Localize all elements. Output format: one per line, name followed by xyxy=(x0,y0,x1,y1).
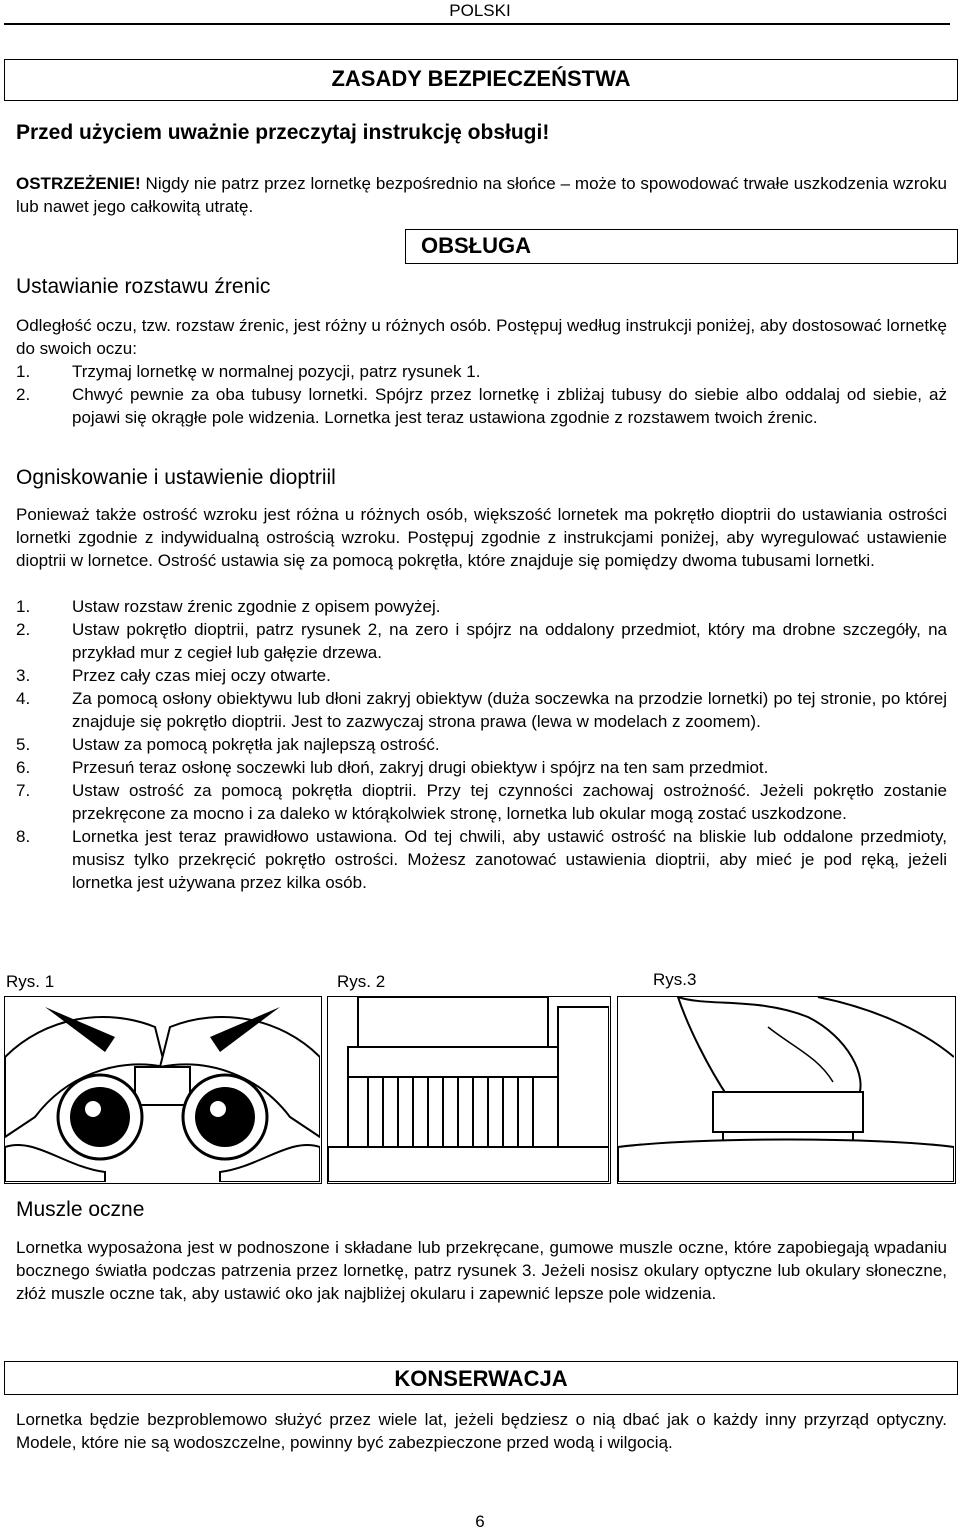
step-text: Ustaw za pomocą pokrętła jak najlepszą ostrość. xyxy=(72,735,440,754)
ipd-steps xyxy=(16,360,947,429)
ipd-heading: Ustawianie rozstawu źrenic xyxy=(16,275,271,298)
step-number: 1. xyxy=(16,362,31,381)
binoculars-illustration xyxy=(5,997,320,1182)
step-text: Chwyć pewnie za oba tubusy lornetki. Spójrz przez lornetkę i zbliżaj tubusy do siebie albo oddalaj od siebie, aż pojawi się okrągłe pole widzenia. Lornetka jest teraz ustawiona zgodnie z rozstawem twoich źrenic. xyxy=(72,385,947,427)
list-item xyxy=(16,687,947,733)
maintenance-title: KONSERWACJA xyxy=(394,1366,568,1391)
eyecup-illustration xyxy=(618,997,954,1182)
operation-title: OBSŁUGA xyxy=(421,233,531,258)
page-number: 6 xyxy=(475,1512,485,1531)
warning-label: OSTRZEŻENIE! xyxy=(16,174,141,193)
list-item xyxy=(16,618,947,664)
focus-heading: Ogniskowanie i ustawienie dioptriil xyxy=(16,466,336,489)
list-item xyxy=(16,664,947,687)
list-item xyxy=(16,360,947,383)
list-item xyxy=(16,383,947,429)
step-number: 4. xyxy=(16,689,31,708)
safety-warning xyxy=(16,172,947,218)
step-text: Przesuń teraz osłonę soczewki lub dłoń, zakryj drugi obiektyw i spójrz na ten sam przedmiot. xyxy=(72,758,769,777)
figure-3-caption: Rys.3 xyxy=(653,970,697,989)
figure-2-caption: Rys. 2 xyxy=(337,972,386,991)
header-rule xyxy=(4,23,950,25)
step-number: 1. xyxy=(16,597,31,616)
figure-1-caption: Rys. 1 xyxy=(6,972,55,991)
step-number: 5. xyxy=(16,735,31,754)
step-number: 7. xyxy=(16,781,31,800)
step-text: Przez cały czas miej oczy otwarte. xyxy=(72,666,331,685)
maintenance-text: Lornetka będzie bezproblemowo służyć przez wiele lat, jeżeli będziesz o nią dbać jak o każdy inny przyrząd optyczny. Modele, które nie są wodoszczelne, powinny być zabezpieczone przed wodą i wilgocią. xyxy=(16,1410,947,1452)
focus-intro: Ponieważ także ostrość wzroku jest różna u różnych osób, większość lornetek ma pokrętło dioptrii do ustawiania ostrości lornetki zgodnie z indywidualną ostrością wzroku. Postępuj zgodnie z instrukcjami poniżej, aby wyregulować ustawienie dioptrii w lornetce. Ostrość ustawia się za pomocą pokrętła, które znajduje się pomiędzy dwoma tubusami lornetki. xyxy=(16,505,947,570)
focus-steps xyxy=(16,595,947,894)
step-number: 3. xyxy=(16,666,31,685)
figure-2-diopter xyxy=(327,996,611,1184)
step-text: Ustaw pokrętło dioptrii, patrz rysunek 2, na zero i spójrz na oddalony przedmiot, który ma drobne szczegóły, na przykład mur z cegieł lub gałęzie drzewa. xyxy=(72,620,947,662)
step-number: 6. xyxy=(16,758,31,777)
list-item xyxy=(16,779,947,825)
list-item xyxy=(16,825,947,894)
step-text: Lornetka jest teraz prawidłowo ustawiona. Od tej chwili, aby ustawić ostrość na bliskie lub oddalone przedmioty, musisz tylko przekręcić pokrętło ostrości. Możesz zanotować ustawienia dioptrii, aby mieć je pod ręką, jeżeli lornetka jest używana przez kilka osób. xyxy=(72,827,947,892)
step-text: Ustaw rozstaw źrenic zgodnie z opisem powyżej. xyxy=(72,597,441,616)
step-number: 8. xyxy=(16,827,31,846)
diopter-dial-illustration xyxy=(328,997,609,1182)
list-item xyxy=(16,733,947,756)
step-number: 2. xyxy=(16,620,31,639)
eyecups-heading: Muszle oczne xyxy=(16,1198,145,1221)
eyecups-text: Lornetka wyposażona jest w podnoszone i składane lub przekręcane, gumowe muszle oczne, które zapobiegają wpadaniu bocznego światła podczas patrzenia przez lornetkę, patrz rysunek 3. Jeżeli nosisz okulary optyczne lub okulary słoneczne, złóż muszle oczne tak, aby ustawić oko jak najbliżej okularu i zapewnić lepsze pole widzenia. xyxy=(16,1238,947,1303)
ipd-intro: Odległość oczu, tzw. rozstaw źrenic, jest różny u różnych osób. Postępuj według instrukcji poniżej, aby dostosować lornetkę do swoich oczu: xyxy=(16,316,947,358)
step-text: Ustaw ostrość za pomocą pokrętła dioptrii. Przy tej czynności zachowaj ostrożność. Jeżeli pokrętło zostanie przekręcone za mocno i za daleko w którąkolwiek stronę, lornetka lub okular mogą zostać uszkodzone. xyxy=(72,781,947,823)
step-number: 2. xyxy=(16,385,31,404)
warning-text: Nigdy nie patrz przez lornetkę bezpośrednio na słońce – może to spowodować trwałe uszkodzenia wzroku lub nawet jego całkowitą utratę. xyxy=(16,174,947,216)
step-text: Trzymaj lornetkę w normalnej pozycji, patrz rysunek 1. xyxy=(72,362,481,381)
header-language: POLSKI xyxy=(449,1,511,20)
list-item xyxy=(16,595,947,618)
figure-1-binoculars xyxy=(4,996,322,1184)
list-item xyxy=(16,756,947,779)
safety-title: ZASADY BEZPIECZEŃSTWA xyxy=(331,66,631,91)
safety-subtitle: Przed użyciem uważnie przeczytaj instrukcję obsługi! xyxy=(16,121,550,144)
figure-3-eyecup xyxy=(617,996,956,1184)
step-text: Za pomocą osłony obiektywu lub dłoni zakryj obiektyw (duża soczewka na przodzie lornetki) po tej stronie, po której znajduje się pokrętło dioptrii. Jest to zazwyczaj strona prawa (lewa w modelach z zoomem). xyxy=(72,689,947,731)
